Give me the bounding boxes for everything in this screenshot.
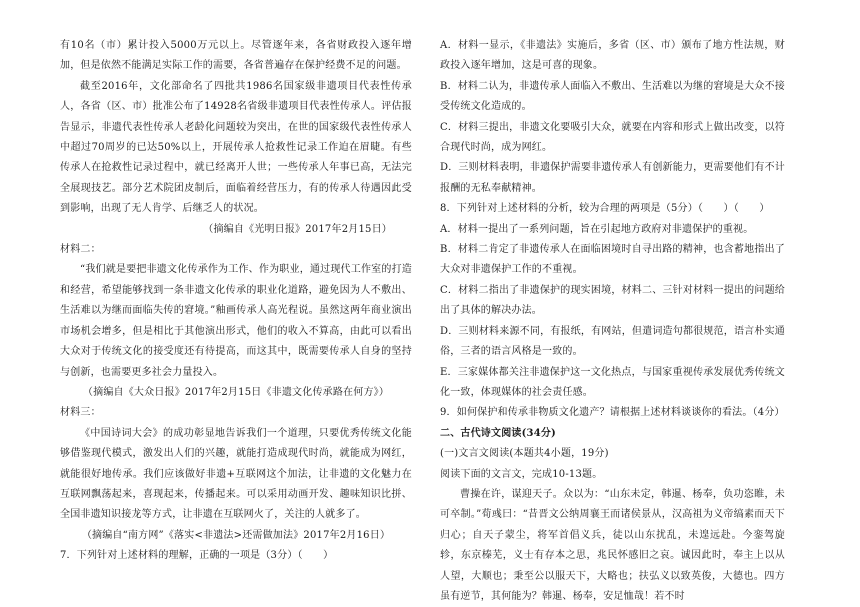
- section-2-heading: 二、古代诗文阅读(34分): [440, 427, 556, 439]
- left-column: [60, 36, 412, 567]
- material-2-label: 材料二：: [60, 244, 101, 256]
- question-7: 7．下列针对上述材料的理解，正确的一项是（3分）（ ）: [60, 550, 334, 562]
- paragraph-3: “我们就是要把非遗文化传承作为工作、作为职业，通过现代工作室的打造和经营，希望能够找到一条非遗文化传承的职业化道路，避免因为人不敷出、生活难以为继而面临失传的窘境。”釉画传承人高光程说。虽然这两年商业演出市场机会增多，但是相比于其他演出形式，他们的收入不算高，由此可以看出大众对于传统文化的接受度还有待提高，而这其中，既需要传承人自身的坚持与创新，也需要更多社会力量投入。: [60, 264, 412, 378]
- q8-option-b: B．材料二肯定了非遗传承人在面临困境时自寻出路的精神，也含蓄地指出了大众对非遗保护工作的不重视。: [440, 244, 785, 276]
- source-2: （摘编自《大众日报》2017年2月15日《非遗文化传承路在何方》）: [82, 386, 390, 398]
- classical-passage: 曹操在许，谋迎天子。众以为：“山东未定，韩暹、杨奉，负功恣睢，未可卒制。”荀彧曰：“昔晋文公纳周襄王而诸侯景从，汉高祖为义帝缟素而天下归心；自天子蒙尘，将军首倡义兵，徒以山东扰乱，未遑远赴。今銮驾旋轸，东京榛芜，义士有存本之思，兆民怀感旧之哀。诚因此时，奉主上以从人望，大顺也；秉至公以服天下，大略也；扶弘义以致英俊，大德也。四方虽有逆节，其何能为？韩暹、杨奉，安足恤哉！若不时: [440, 488, 785, 602]
- q8-option-d: D．三则材料来源不同，有报纸，有网站，但遣词造句都很规范，语言朴实通俗，三者的语言风格是一致的。: [440, 325, 785, 358]
- paragraph-1: 有10名（市）累计投入5000万元以上。尽管逐年来，各省财政投入逐年增加，但是依然不能满足实际工作的需要，各省普遍存在保护经费不足的问题。: [60, 40, 412, 72]
- source-1: （摘编自《光明日报》2017年2月15日）: [203, 223, 392, 235]
- source-3: （摘编自“南方网”《落实<非遗法>还需做加法》2017年2月16日）: [81, 529, 391, 541]
- paragraph-2: 截至2016年，文化部命名了四批共1986名国家级非遗项目代表性传承人，各省（区、市）批准公布了14928名省级非遗项目代表性传承人。评估报告显示，非遗代表性传承人老龄化问题较为突出，在世的国家级代表性传承人中超过70周岁的已达50%以上，开展传承人抢救性记录工作迫在眉睫。有些传承人在抢救性记录过程中，就已经离开人世；一些传承人年事已高，无法完全展现技艺。部分艺术院团皮制后，面临着经营压力，有的传承人待遇因此受到影响，出现了无人肯学、后继乏人的状况。: [60, 80, 412, 215]
- q7-option-d: D．三则材料表明，非遗保护需要非遗传承人有创新能力，更需要他们有不计报酬的无私奉献精神。: [440, 162, 785, 194]
- q7-option-a: A．材料一显示，《非遗法》实施后，多省（区、市）颁布了地方性法规，财政投入逐年增加，这是可喜的现象。: [440, 40, 785, 72]
- right-column: [440, 36, 785, 607]
- material-3-label: 材料三：: [60, 407, 101, 419]
- question-9: 9．如何保护和传承非物质文化遗产？请根据上述材料谈谈你的看法。（4分）: [440, 407, 785, 419]
- question-8: 8．下列针对上述材料的分析，较为合理的两项是（5分）（ ）（ ）: [440, 203, 770, 215]
- q7-option-b: B．材料二认为，非遗传承人面临入不敷出、生活难以为继的窘境是大众不接受传统文化造成的。: [440, 80, 785, 113]
- subsection-1-heading: (一)文言文阅读(本题共4小题，19分): [440, 448, 609, 460]
- q7-option-c: C．材料三提出，非遗文化要吸引大众，就要在内容和形式上做出改变，以符合现代时尚，成为网红。: [440, 121, 785, 154]
- q8-option-e: E．三家媒体都关注非遗保护这一文化热点，与国家重视传承发展优秀传统文化一致，体现媒体的社会责任感。: [440, 366, 785, 398]
- paragraph-4: 《中国诗词大会》的成功彰显地告诉我们一个道理，只要优秀传统文化能够借鉴现代模式，激发出人们的兴趣，就能打造成现代时尚，就能成为网红，就能很好地传承。我们应该做好非遗+互联网这个加法，让非遗的文化魅力在互联网飘荡起来，喜现起来，传播起来。可以采用动画开发、趣味知识比拼、全国非遗知识接龙等方式，让非遗在互联网火了，关注的人就多了。: [60, 427, 412, 521]
- q8-option-a: A．材料一提出了一系列问题，旨在引起地方政府对非遗保护的重视。: [440, 223, 754, 235]
- q8-option-c: C．材料二指出了非遗保护的现实困境，材料二、三针对材料一提出的问题给出了具体的解决办法。: [440, 284, 785, 317]
- reading-instruction: 阅读下面的文言文，完成10-13题。: [440, 468, 603, 480]
